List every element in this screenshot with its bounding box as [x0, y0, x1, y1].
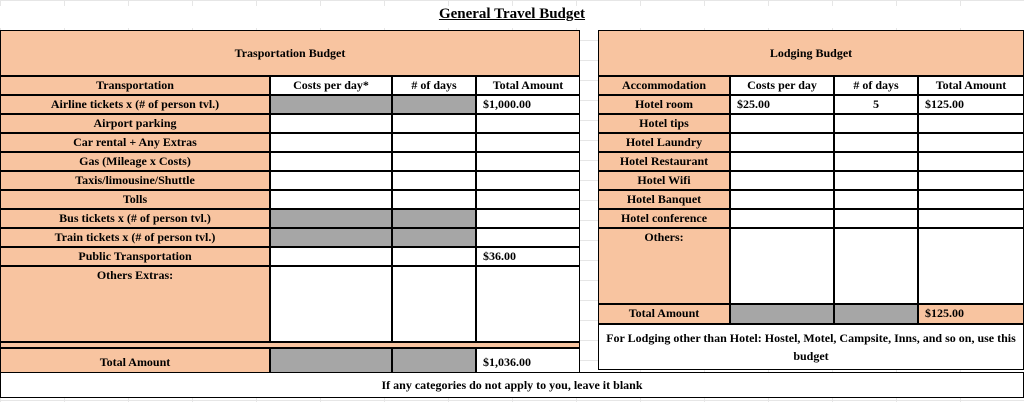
- transport-days-cell[interactable]: [392, 209, 476, 228]
- transport-days-cell[interactable]: [392, 95, 476, 114]
- lodging-days-cell[interactable]: [834, 190, 918, 209]
- transport-total-cell[interactable]: [476, 190, 580, 209]
- transport-total-cell[interactable]: [476, 133, 580, 152]
- lodging-total-cell[interactable]: [918, 152, 1024, 171]
- transport-total-value: $1,036.00: [476, 348, 580, 376]
- transport-total-cell[interactable]: [476, 228, 580, 247]
- transport-row-label: Tolls: [0, 190, 270, 209]
- lodging-others-total-cell[interactable]: [918, 228, 1024, 304]
- lodging-row-label: Hotel conference: [598, 209, 730, 228]
- transport-cost-cell[interactable]: [270, 114, 392, 133]
- lodging-days-cell[interactable]: [834, 171, 918, 190]
- transport-total-cell[interactable]: [476, 152, 580, 171]
- lodging-days-cell[interactable]: [834, 152, 918, 171]
- transport-others-cost-cell[interactable]: [270, 266, 392, 342]
- lodging-cost-cell[interactable]: $25.00: [730, 95, 834, 114]
- transport-cost-cell[interactable]: [270, 171, 392, 190]
- lodging-cost-cell[interactable]: [730, 209, 834, 228]
- lodging-row-label: Hotel room: [598, 95, 730, 114]
- lodging-note: For Lodging other than Hotel: Hostel, Motel, Campsite, Inns, and so on, use this budget: [598, 324, 1024, 370]
- lodging-row-label: Hotel Laundry: [598, 133, 730, 152]
- lodging-others-label: Others:: [598, 228, 730, 304]
- transport-cost-cell[interactable]: [270, 133, 392, 152]
- lodging-total-cell[interactable]: [918, 171, 1024, 190]
- lodging-total-cell[interactable]: [918, 190, 1024, 209]
- transport-days-cell[interactable]: [392, 152, 476, 171]
- transport-total-cell[interactable]: $1,000.00: [476, 95, 580, 114]
- transport-col-costs-per-day-header: Costs per day*: [270, 76, 392, 95]
- lodging-cost-cell[interactable]: [730, 171, 834, 190]
- transport-others-total-cell[interactable]: [476, 266, 580, 342]
- lodging-col-total-amount-header: Total Amount: [918, 76, 1024, 95]
- lodging-row-label: Hotel tips: [598, 114, 730, 133]
- transport-cost-cell[interactable]: [270, 247, 392, 266]
- lodging-col-days-header: # of days: [834, 76, 918, 95]
- transport-row-label: Train tickets x (# of person tvl.): [0, 228, 270, 247]
- transport-others-days-cell[interactable]: [392, 266, 476, 342]
- lodging-total-days-cell: [834, 304, 918, 324]
- transport-cost-cell[interactable]: [270, 209, 392, 228]
- lodging-row-label: Hotel Wifi: [598, 171, 730, 190]
- transport-col-transportation-header: Transportation: [0, 76, 270, 95]
- lodging-total-cell[interactable]: [918, 209, 1024, 228]
- lodging-days-cell[interactable]: [834, 114, 918, 133]
- transport-days-cell[interactable]: [392, 190, 476, 209]
- transport-cost-cell[interactable]: [270, 152, 392, 171]
- transport-total-cell[interactable]: [476, 171, 580, 190]
- lodging-total-cost-cell: [730, 304, 834, 324]
- lodging-days-cell[interactable]: [834, 133, 918, 152]
- transport-row-label: Taxis/limousine/Shuttle: [0, 171, 270, 190]
- transport-row-label: Airline tickets x (# of person tvl.): [0, 95, 270, 114]
- lodging-total-value: $125.00: [918, 304, 1024, 324]
- transport-col-days-header: # of days: [392, 76, 476, 95]
- lodging-others-days-cell[interactable]: [834, 228, 918, 304]
- lodging-budget-panel: [598, 30, 1024, 370]
- lodging-col-costs-per-day-header: Costs per day: [730, 76, 834, 95]
- lodging-row-label: Hotel Restaurant: [598, 152, 730, 171]
- transport-total-cell[interactable]: $36.00: [476, 247, 580, 266]
- lodging-col-accommodation-header: Accommodation: [598, 76, 730, 95]
- lodging-row-label: Hotel Banquet: [598, 190, 730, 209]
- lodging-others-cost-cell[interactable]: [730, 228, 834, 304]
- transport-row-label: Gas (Mileage x Costs): [0, 152, 270, 171]
- lodging-total-cell[interactable]: [918, 114, 1024, 133]
- lodging-total-cell[interactable]: [918, 133, 1024, 152]
- lodging-days-cell[interactable]: 5: [834, 95, 918, 114]
- lodging-total-label: Total Amount: [598, 304, 730, 324]
- transport-days-cell[interactable]: [392, 133, 476, 152]
- transport-total-cell[interactable]: [476, 209, 580, 228]
- transport-days-cell[interactable]: [392, 171, 476, 190]
- transport-others-label: Others Extras:: [0, 266, 270, 342]
- transport-row-label: Public Transportation: [0, 247, 270, 266]
- lodging-header: Lodging Budget: [598, 30, 1024, 76]
- lodging-cost-cell[interactable]: [730, 152, 834, 171]
- transport-cost-cell[interactable]: [270, 228, 392, 247]
- lodging-days-cell[interactable]: [834, 209, 918, 228]
- transportation-budget-panel: [0, 30, 580, 370]
- transport-row-label: Bus tickets x (# of person tvl.): [0, 209, 270, 228]
- footer-note: If any categories do not apply to you, leave it blank: [0, 372, 1024, 398]
- transport-cost-cell[interactable]: [270, 95, 392, 114]
- transport-days-cell[interactable]: [392, 247, 476, 266]
- transport-row-label: Car rental + Any Extras: [0, 133, 270, 152]
- lodging-cost-cell[interactable]: [730, 133, 834, 152]
- lodging-total-cell[interactable]: $125.00: [918, 95, 1024, 114]
- transport-total-label: Total Amount: [0, 348, 270, 376]
- transport-days-cell[interactable]: [392, 228, 476, 247]
- transport-row-label: Airport parking: [0, 114, 270, 133]
- transport-col-total-amount-header: Total Amount: [476, 76, 580, 95]
- transport-cost-cell[interactable]: [270, 190, 392, 209]
- transport-days-cell[interactable]: [392, 114, 476, 133]
- transport-total-cell[interactable]: [476, 114, 580, 133]
- lodging-cost-cell[interactable]: [730, 114, 834, 133]
- page-title: General Travel Budget: [0, 6, 1024, 28]
- lodging-cost-cell[interactable]: [730, 190, 834, 209]
- transportation-header: Trasportation Budget: [0, 30, 580, 76]
